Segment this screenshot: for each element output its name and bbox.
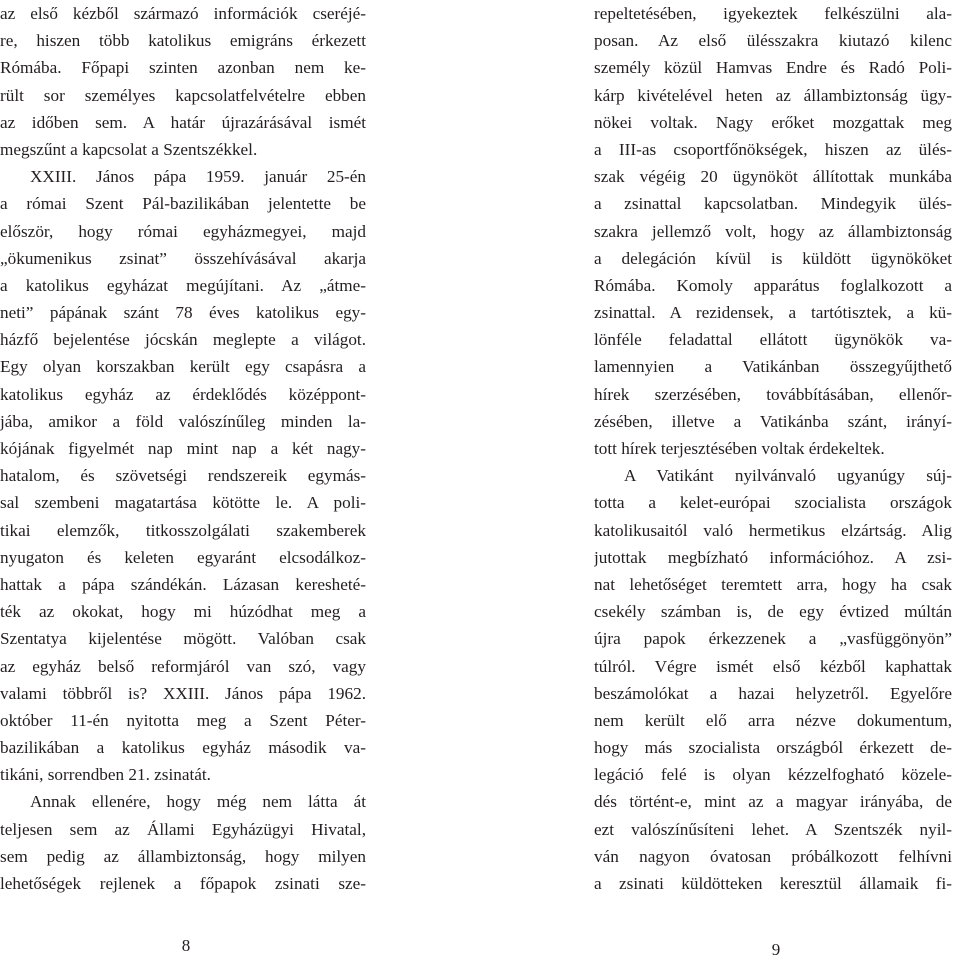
text-line: hattak a pápa szándékán. Lázasan keresheté- [0,574,366,594]
text-line: sal szembeni magatartása kötötte le. A poli- [0,493,366,513]
text-line: szak végéig 20 ügynököt állítottak munkába [594,167,952,187]
text-line: a zsinattal kapcsolatban. Mindegyik ülés- [594,194,952,214]
text-line: totta a kelet-európai szocialista országok [594,493,952,513]
text-line: Annak ellenére, hogy még nem látta át [30,792,366,812]
text-line: Rómába. Komoly apparátus foglalkozott a [594,275,952,295]
text-line: zésében, illetve a Vatikánba szánt, irányí- [594,411,952,431]
right-page [594,0,952,897]
text-line: tott hírek terjesztésében voltak érdekeltek. [594,439,885,458]
text-line: rült sor személyes kapcsolatfelvételre ebben [0,85,366,105]
text-line: bazilikában a katolikus egyház második va- [0,738,366,758]
text-line: legáció felé is olyan kézzelfogható közele- [594,765,952,785]
text-line: kójának figyelmét nap mint nap a két nagy- [0,439,366,458]
text-line: sem pedig az állambiztonság, hogy milyen [0,846,366,866]
text-line: Egy olyan korszakban került egy csapásra a [0,357,366,377]
text-line: a római Szent Pál-bazilikában jelentette be [0,194,366,214]
text-line: zsinattal. A rezidensek, a tartótisztek, a kü- [594,303,952,323]
text-line: házfő bejelentése jócskán meglepte a világot. [0,330,366,350]
text-line: nem került elő arra nézve dokumentum, [594,710,952,730]
text-line: XXIII. János pápa 1959. január 25-én [30,167,366,187]
text-line: lehetőségek rejlenek a főpapok zsinati sze- [0,874,366,893]
text-line: repeltetésében, igyekeztek felkészülni ala- [594,4,952,23]
page-number: 9 [771,940,781,959]
text-line: október 11-én nyitotta meg a Szent Péter- [0,710,366,730]
text-line: nökei voltak. Nagy erőket mozgattak meg [594,112,952,132]
text-line: jába, amikor a föld valószínűleg minden la- [0,411,366,431]
text-line: nyugaton és keleten egyaránt elcsodálkoz- [0,547,366,567]
text-line: neti” pápának szánt 78 éves katolikus egy- [0,303,366,323]
text-line: a III-as csoportfőnökségek, hiszen az ülés- [594,139,952,159]
text-line: A Vatikánt nyilvánvaló ugyanúgy súj- [624,466,952,486]
text-line: lamennyien a Vatikánban összegyűjthető [594,357,952,377]
text-line: tikai elemzők, titkosszolgálati szakemberek [0,520,366,540]
text-line: Rómába. Főpapi szinten azonban nem ke- [0,58,366,78]
text-line: szakra jellemző volt, hogy az állambiztonság [594,221,952,241]
text-line: ték az okokat, hogy mi húzódhat meg a [0,602,366,622]
text-line: katolikusaitól való hermetikus elzártság. Alig [594,520,952,540]
text-line: hatalom, és szövetségi rendszereik egymás- [0,466,366,486]
text-line: újra papok érkezzenek a „vasfüggönyön” [594,629,952,649]
text-line: posan. Az első ülésszakra kiutazó kilenc [594,31,952,51]
text-line: a delegáción kívül is küldött ügynököket [594,248,952,268]
text-line: dés történt-e, mint az a magyar irányába, de [594,792,952,812]
text-line: lönféle feladattal ellátott ügynökök va- [594,330,952,350]
text-line: hírek szerzésében, továbbításában, ellenőr- [594,384,952,404]
page-number: 8 [181,936,191,955]
text-line: katolikus egyház az érdeklődés középpont- [0,384,366,404]
text-line: a katolikus egyházat megújítani. Az „átme- [0,275,366,295]
text-line: valami többről is? XXIII. János pápa 1962. [0,683,366,703]
text-line: kárp kivételével heten az állambiztonság ügy- [594,85,952,105]
right-page-text [594,0,952,897]
text-line: teljesen sem az Állami Egyházügyi Hivatal, [0,819,366,839]
text-line: személy közül Hamvas Endre és Radó Poli- [594,58,952,78]
text-line: az egyház belső reformjáról van szó, vagy [0,656,366,676]
text-line: csekély számban is, de egy évtized múltán [594,602,952,622]
text-line: Szentatya kijelentése mögött. Valóban csak [0,629,366,649]
text-line: hogy más szocialista országból érkezett de- [594,738,952,758]
text-line: ván nagyon óvatosan próbálkozott felhívni [594,846,952,866]
text-line: az időben sem. A határ újrazárásával ismét [0,112,366,132]
text-line: először, hogy római egyházmegyei, majd [0,221,366,241]
left-page [0,0,366,897]
text-line: re, hiszen több katolikus emigráns érkezett [0,31,366,51]
text-line: a zsinati küldötteken keresztül államaik fi- [594,874,952,893]
text-line: nat lehetőséget teremtett arra, hogy ha csak [594,574,952,594]
text-line: az első kézből származó információk cseréjé- [0,4,366,23]
text-line: beszámolókat a hazai helyzetről. Egyelőre [594,683,952,703]
text-line: ezt valószínűsíteni lehet. A Szentszék nyil- [594,819,952,839]
text-line: „ökumenikus zsinat” összehívásával akarja [0,248,366,268]
left-page-text [0,0,366,897]
text-line: megszűnt a kapcsolat a Szentszékkel. [0,139,258,159]
text-line: tikáni, sorrendben 21. zsinatát. [0,765,211,785]
text-line: túlról. Végre ismét első kézből kaphattak [594,656,952,676]
text-line: jutottak megbízható információhoz. A zsi- [594,547,952,567]
